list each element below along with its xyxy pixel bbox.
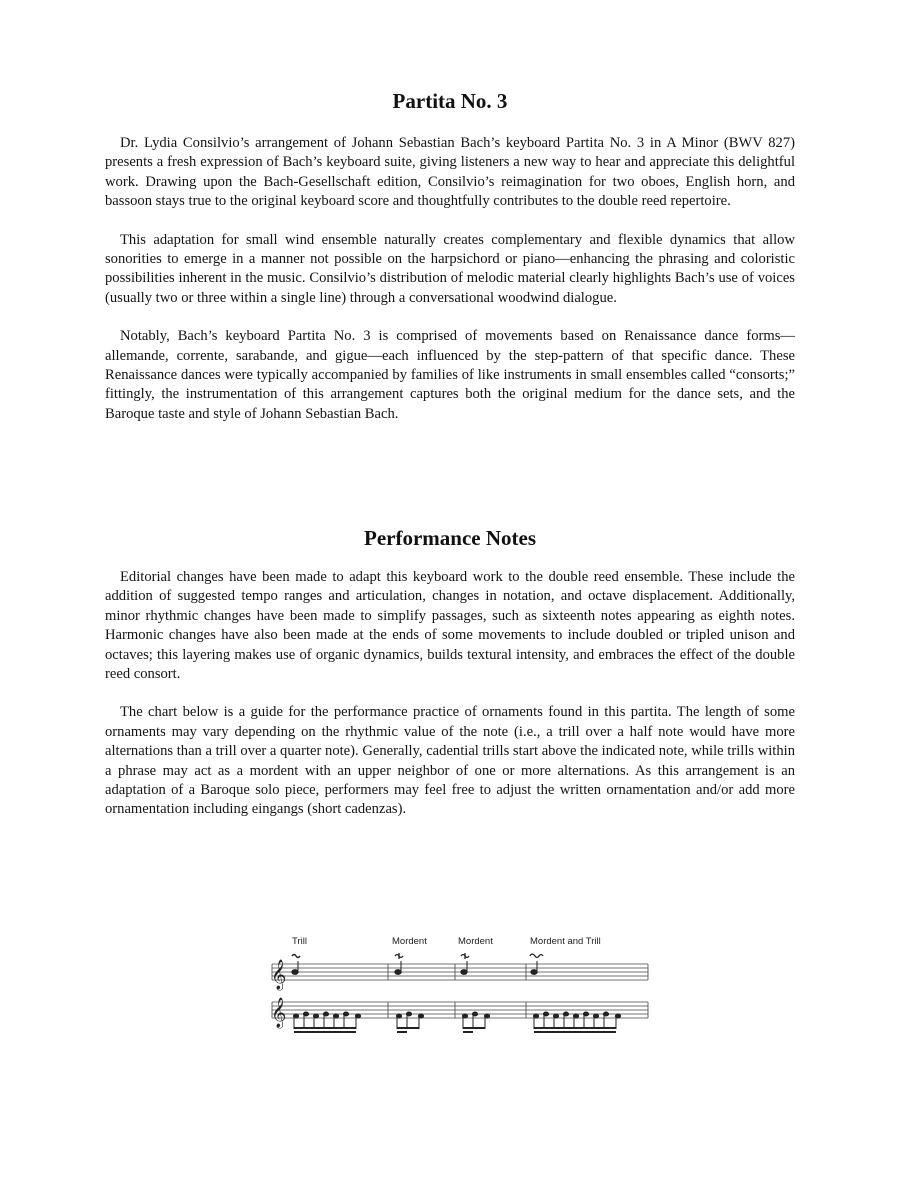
ornament-chart bbox=[268, 932, 658, 1042]
treble-clef-icon: 𝄞 bbox=[271, 960, 287, 990]
realized-notes bbox=[293, 1012, 620, 1033]
mordent-trill-ornament-icon bbox=[530, 954, 543, 958]
intro-text bbox=[105, 134, 795, 443]
paragraph: This adaptation for small wind ensemble naturally creates complementary and flexible dynamics that allow sonorities to emerge in a manner not possible on the harpsichord or piano—enhancing the phrasing and coloristic possibilities inherent in the music. Consilvio’s distribution of melodic material clearly highlights Bach’s use of voices (usually two or three within a single line) through a conversational woodwind dialogue. bbox=[105, 231, 795, 306]
paragraph: The chart below is a guide for the performance practice of ornaments found in this partita. The length of some ornaments may vary depending on the rhythmic value of the note (i.e., a trill over a half note would have more alternations than a trill over a quarter note). Generally, cadential trills start above the indicated note, while trills within a phrase may act as a mordent with an upper neighbor of one or more alternations. As this arrangement is an adaptation of a Baroque solo piece, performers may feel free to adjust the written ornamentation and/or add more ornamentation including eingangs (short cadenzas). bbox=[105, 704, 795, 818]
paragraph: Dr. Lydia Consilvio’s arrangement of Johann Sebastian Bach’s keyboard Partita No. 3 in A Minor (BWV 827) presents a fresh expression of Bach’s keyboard suite, giving listeners a new way to hear and appreciate this delightful work. Drawing upon the Bach-Gesellschaft edition, Consilvio’s reimagination for two oboes, English horn, and bassoon stays true to the original keyboard score and thoughtfully contributes to the double reed repertoire. bbox=[105, 135, 795, 210]
treble-clef-icon-2: 𝄞 bbox=[271, 998, 287, 1028]
ornament-label-mordent-and-trill: Mordent and Trill bbox=[530, 936, 601, 947]
title-performance-notes: Performance Notes bbox=[364, 526, 536, 550]
paragraph: Editorial changes have been made to adapt this keyboard work to the double reed ensemble. These include the addition of suggested tempo ranges and articulation, changes in notation, and octave displacement. Additionally, minor rhythmic changes have been made to simplify passages, such as sixteenth notes appearing as eighth notes. Harmonic changes have also been made at the ends of some movements to include doubled or tripled unison and octaves; this layering makes use of organic dynamics, builds textural intensity, and embraces the effect of the double reed consort. bbox=[105, 569, 795, 683]
ornament-label-mordent-2: Mordent bbox=[458, 936, 493, 947]
ornament-label-trill: Trill bbox=[292, 936, 307, 947]
trill-ornament-icon bbox=[292, 955, 300, 958]
mordent-ornament-icon-2 bbox=[461, 953, 469, 959]
ornament-label-mordent: Mordent bbox=[392, 936, 427, 947]
paragraph: Notably, Bach’s keyboard Partita No. 3 is comprised of movements based on Renaissance dance forms— allemande, corrente, sarabande, and gigue—each influenced by the step-pattern of that specific dance. These Renaissance dances were typically accompanied by families of like instruments in small ensembles called “consorts;” fittingly, the instrumentation of this arrangement captures both the original medium for the dance sets, and the Baroque taste and style of Johann Sebastian Bach. bbox=[105, 328, 795, 422]
mordent-ornament-icon bbox=[395, 953, 403, 959]
performance-notes-text bbox=[105, 568, 795, 839]
title-partita: Partita No. 3 bbox=[392, 89, 508, 113]
upper-staff bbox=[272, 964, 648, 980]
